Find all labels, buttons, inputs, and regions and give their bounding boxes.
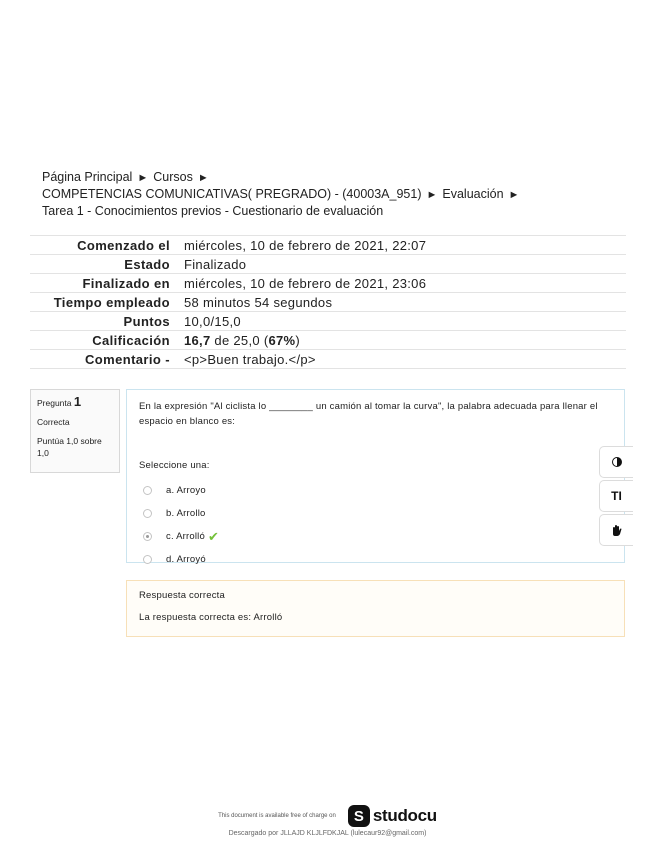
- answer-list: [139, 479, 612, 571]
- breadcrumb-evaluation-link[interactable]: Evaluación: [442, 187, 504, 201]
- summary-comment-value: <p>Buen trabajo.</p>: [184, 351, 316, 367]
- answer-label: b. Arrollo: [166, 508, 206, 519]
- studocu-logo-icon: S: [348, 805, 370, 827]
- footer-note: This document is available free of charge on: [218, 813, 336, 819]
- summary-row: [30, 274, 626, 293]
- breadcrumb-separator-icon: ►: [137, 172, 149, 184]
- summary-label: Tiempo empleado: [53, 294, 170, 310]
- summary-value: 10,0/15,0: [184, 313, 241, 329]
- question-prompt: Seleccione una:: [139, 460, 210, 471]
- question-number-value: 1: [73, 394, 82, 409]
- answer-option-selected[interactable]: [139, 525, 612, 548]
- question-label: Pregunta: [37, 398, 72, 408]
- feedback-right-answer: La respuesta correcta es: Arrolló: [139, 612, 283, 623]
- feedback-panel: [126, 580, 625, 637]
- footer-brand: [0, 803, 655, 829]
- footer-download-note: Descargado por JLLAJD KLJLFDKJAL (lulecaur92@gmail.com): [228, 830, 427, 837]
- summary-label: Calificación: [92, 332, 170, 348]
- breadcrumb-separator-icon: ►: [197, 172, 209, 184]
- radio-button[interactable]: [143, 509, 152, 518]
- breadcrumb: [42, 169, 602, 219]
- contrast-button[interactable]: [599, 446, 633, 478]
- summary-label: Comentario -: [85, 351, 170, 367]
- summary-label: Puntos: [123, 313, 170, 329]
- summary-row-comment: [30, 350, 626, 369]
- breadcrumb-course-link[interactable]: COMPETENCIAS COMUNICATIVAS( PREGRADO) - (40003A_951): [42, 187, 422, 201]
- answer-option[interactable]: [139, 479, 612, 502]
- breadcrumb-line-1: [42, 169, 602, 186]
- summary-row: [30, 255, 626, 274]
- grade-percent: 67%: [268, 332, 296, 348]
- studocu-logo-text[interactable]: studocu: [372, 806, 437, 825]
- summary-value: 58 minutos 54 segundos: [184, 294, 333, 310]
- question-content: [126, 389, 625, 563]
- attempt-summary-table: [30, 235, 626, 369]
- summary-row: [30, 236, 626, 255]
- summary-value: miércoles, 10 de febrero de 2021, 22:07: [184, 237, 427, 253]
- checkmark-icon: ✔: [207, 529, 220, 544]
- question-text: En la expresión "Al ciclista lo ________ un camión al tomar la curva", la palabra adecuada para llenar el espacio en blanco es:: [139, 401, 598, 427]
- breadcrumb-line-2: [42, 186, 602, 203]
- breadcrumb-courses-link[interactable]: Cursos: [153, 170, 193, 184]
- summary-label: Estado: [124, 256, 170, 272]
- answer-option[interactable]: [139, 548, 612, 571]
- answer-label: d. Arroyó: [166, 554, 206, 565]
- breadcrumb-separator-icon: ►: [508, 189, 520, 201]
- accessibility-toolbar: [599, 446, 633, 548]
- radio-button[interactable]: [143, 555, 152, 564]
- hand-icon: [610, 524, 623, 537]
- answer-label: a. Arroyo: [166, 485, 206, 496]
- summary-row: [30, 312, 626, 331]
- grade-score: 16,7: [184, 332, 211, 348]
- hand-button[interactable]: [599, 514, 633, 546]
- question-grade: Puntúa 1,0 sobre 1,0: [37, 436, 102, 458]
- question-state: Correcta: [37, 417, 70, 427]
- radio-button-checked[interactable]: [143, 532, 152, 541]
- grade-out-of: de 25,0 (: [210, 332, 269, 348]
- breadcrumb-home-link[interactable]: Página Principal: [42, 170, 133, 184]
- question-info: [30, 389, 120, 473]
- answer-label: c. Arrolló: [166, 531, 205, 542]
- radio-button[interactable]: [143, 486, 152, 495]
- summary-row: [30, 293, 626, 312]
- summary-value: Finalizado: [184, 256, 247, 272]
- grade-close: ): [295, 332, 301, 348]
- contrast-icon: [612, 457, 622, 467]
- text-size-icon: TI: [611, 489, 622, 503]
- summary-value: miércoles, 10 de febrero de 2021, 23:06: [184, 275, 427, 291]
- summary-label: Comenzado el: [77, 237, 170, 253]
- answer-option[interactable]: [139, 502, 612, 525]
- text-size-button[interactable]: [599, 480, 633, 512]
- question-number: [37, 395, 113, 410]
- breadcrumb-separator-icon: ►: [426, 189, 438, 201]
- breadcrumb-quiz-link[interactable]: Tarea 1 - Conocimientos previos - Cuestionario de evaluación: [42, 204, 384, 218]
- summary-label: Finalizado en: [82, 275, 170, 291]
- breadcrumb-line-3: [42, 203, 602, 219]
- feedback-title: Respuesta correcta: [139, 590, 225, 601]
- summary-row-grade: [30, 331, 626, 350]
- summary-grade-value: [178, 331, 626, 350]
